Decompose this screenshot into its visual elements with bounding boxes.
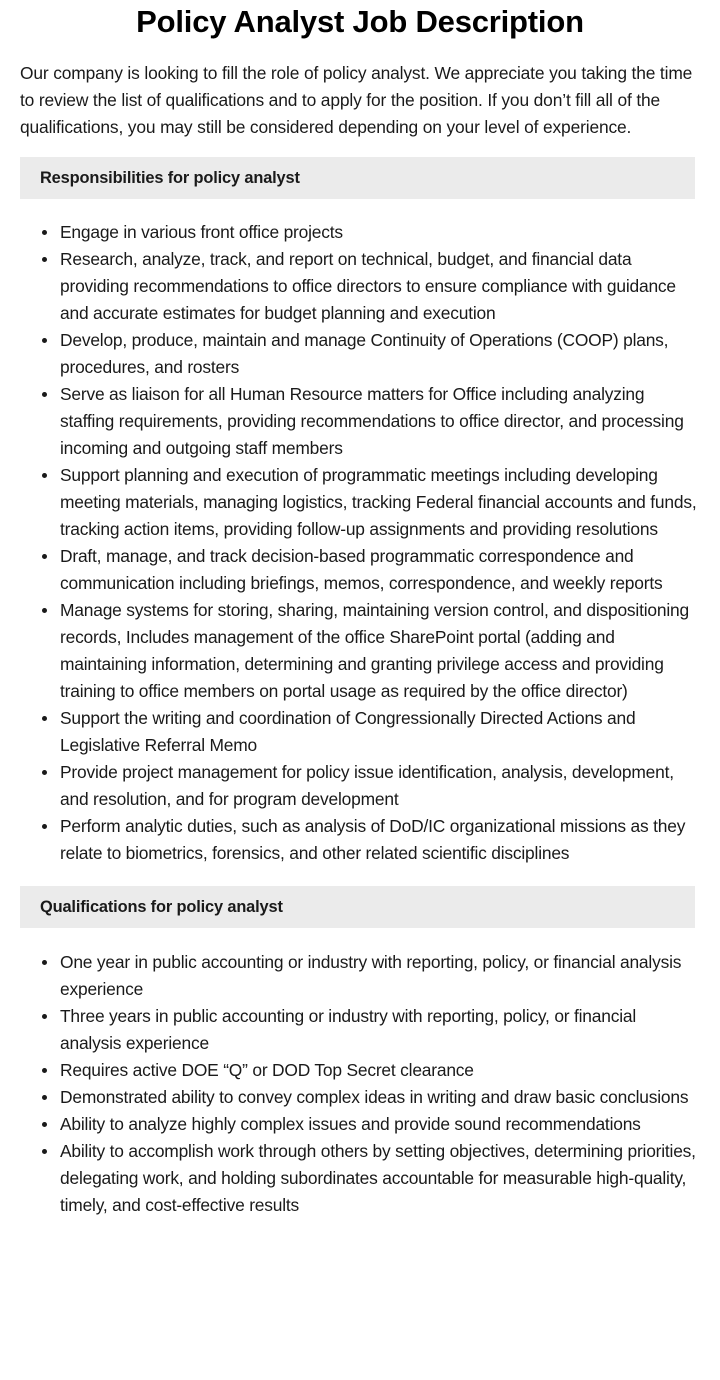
list-item-text: Provide project management for policy issue identification, analysis, development, and resolution, and for program development — [60, 762, 674, 809]
qualifications-heading: Qualifications for policy analyst — [40, 897, 283, 916]
list-item — [60, 1111, 700, 1138]
bullet-icon — [42, 257, 47, 262]
bullet-icon — [42, 960, 47, 965]
list-item-text: Perform analytic duties, such as analysis of DoD/IC organizational missions as they relate to biometrics, forensics, and other related scientific disciplines — [60, 816, 686, 863]
bullet-icon — [42, 338, 47, 343]
bullet-icon — [42, 1095, 47, 1100]
list-item-text: Serve as liaison for all Human Resource matters for Office including analyzing staffing requirements, providing recommendations to office director, and processing incoming and outgoing staff members — [60, 384, 684, 458]
list-item — [60, 543, 700, 597]
bullet-icon — [42, 770, 47, 775]
list-item-text: Requires active DOE “Q” or DOD Top Secret clearance — [60, 1060, 474, 1080]
list-item-text: Research, analyze, track, and report on technical, budget, and financial data providing recommendations to office directors to ensure compliance with guidance and accurate estimates for budget planning and execution — [60, 249, 676, 323]
list-item-text: Demonstrated ability to convey complex ideas in writing and draw basic conclusions — [60, 1087, 689, 1107]
list-item — [60, 1003, 700, 1057]
bullet-icon — [42, 1068, 47, 1073]
list-item — [60, 949, 700, 1003]
list-item-text: Draft, manage, and track decision-based programmatic correspondence and communication including briefings, memos, correspondence, and weekly reports — [60, 546, 663, 593]
list-item — [60, 705, 700, 759]
bullet-icon — [42, 1122, 47, 1127]
list-item-text: Ability to analyze highly complex issues and provide sound recommendations — [60, 1114, 641, 1134]
list-item — [60, 813, 700, 867]
responsibilities-heading: Responsibilities for policy analyst — [40, 168, 300, 187]
list-item-text: Three years in public accounting or industry with reporting, policy, or financial analysis experience — [60, 1006, 637, 1053]
responsibilities-list — [0, 219, 700, 867]
responsibilities-section-header — [20, 157, 695, 199]
bullet-icon — [42, 716, 47, 721]
list-item-text: One year in public accounting or industry with reporting, policy, or financial analysis experience — [60, 952, 682, 999]
list-item — [60, 462, 700, 543]
list-item — [60, 246, 700, 327]
bullet-icon — [42, 230, 47, 235]
bullet-icon — [42, 608, 47, 613]
bullet-icon — [42, 392, 47, 397]
list-item-text: Support the writing and coordination of Congressionally Directed Actions and Legislative Referral Memo — [60, 708, 636, 755]
bullet-icon — [42, 473, 47, 478]
bullet-icon — [42, 824, 47, 829]
list-item — [60, 759, 700, 813]
list-item-text: Support planning and execution of programmatic meetings including developing meeting materials, managing logistics, tracking Federal financial accounts and funds, tracking action items, providing follow-up assignments and providing resolutions — [60, 465, 697, 539]
list-item — [60, 597, 700, 705]
list-item-text: Develop, produce, maintain and manage Continuity of Operations (COOP) plans, procedures, and rosters — [60, 330, 669, 377]
list-item-text: Ability to accomplish work through others by setting objectives, determining priorities, delegating work, and holding subordinates accountable for measurable high-quality, timely, and cost-effective results — [60, 1141, 696, 1215]
list-item — [60, 1057, 700, 1084]
list-item — [60, 219, 700, 246]
list-item — [60, 1084, 700, 1111]
list-item — [60, 1138, 700, 1219]
list-item-text: Engage in various front office projects — [60, 222, 343, 242]
intro-paragraph: Our company is looking to fill the role of policy analyst. We appreciate you taking the time to review the list of qualifications and to apply for the position. If you don’t fill all of the qualifications, you may still be considered depending on your level of experience. — [20, 63, 693, 137]
bullet-icon — [42, 554, 47, 559]
list-item — [60, 327, 700, 381]
list-item-text: Manage systems for storing, sharing, maintaining version control, and dispositioning records, Includes management of the office SharePoint portal (adding and maintaining information, determining and granting privilege access and providing training to office members on portal usage as required by the office director) — [60, 600, 689, 701]
qualifications-list — [0, 949, 700, 1219]
qualifications-section-header — [20, 886, 695, 928]
bullet-icon — [42, 1014, 47, 1019]
bullet-icon — [42, 1149, 47, 1154]
list-item — [60, 381, 700, 462]
page-title: Policy Analyst Job Description — [136, 4, 584, 39]
